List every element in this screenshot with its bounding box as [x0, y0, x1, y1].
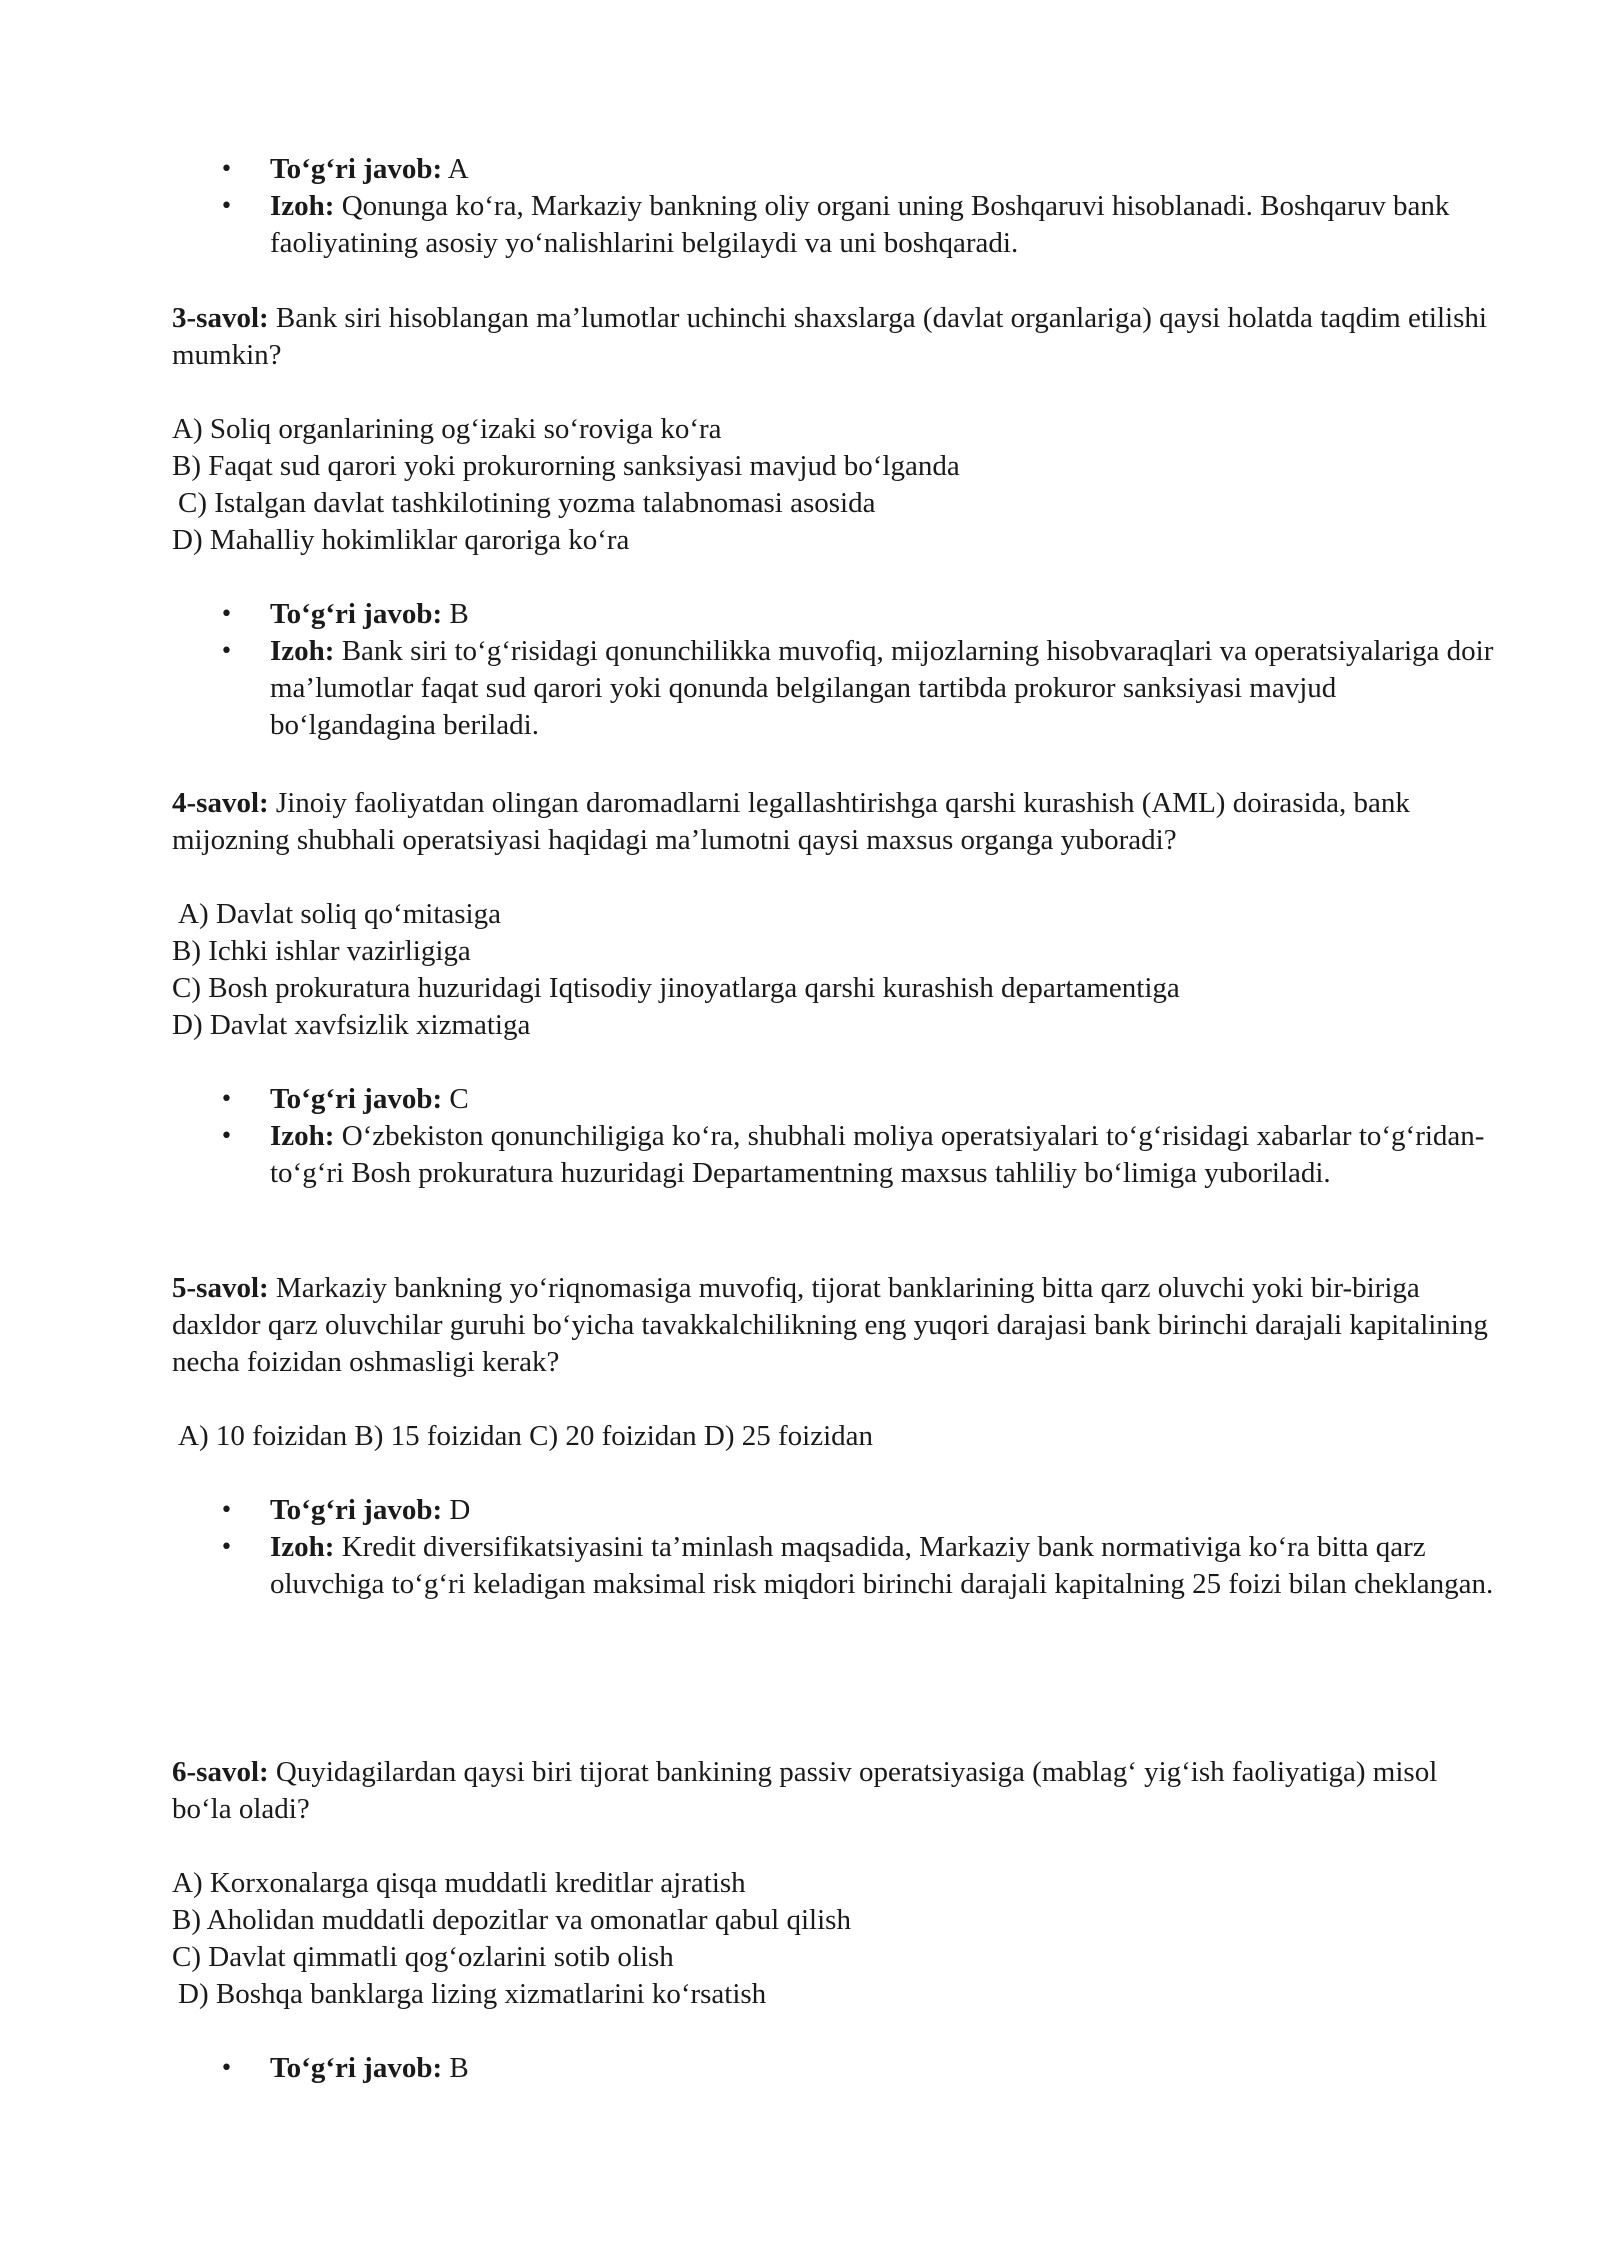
answer-label: To‘g‘ri javob:: [270, 153, 443, 185]
answer-item: [172, 151, 1502, 188]
q6-block: [172, 1754, 1502, 2087]
explanation-text: O‘zbekiston qonunchiligiga ko‘ra, shubhali moliya operatsiyalari to‘g‘risidagi xabarlar to‘g‘ridan-to‘g‘ri Bosh prokuratura huzuridagi Departamentning maxsus tahliliy bo‘limiga yuboriladi.: [270, 1120, 1485, 1189]
option-c: C) Bosh prokuratura huzuridagi Iqtisodiy jinoyatlarga qarshi kurashish departamentiga: [172, 972, 1180, 1004]
explanation-item: [172, 1529, 1502, 1603]
answer-value: B: [449, 598, 469, 630]
option-d: D) Davlat xavfsizlik xizmatiga: [172, 1009, 531, 1041]
question-label: 5-savol:: [172, 1272, 269, 1304]
question-label: 4-savol:: [172, 787, 269, 819]
explanation-item: [172, 188, 1502, 262]
answer-label: To‘g‘ri javob:: [270, 2052, 443, 2084]
options-line: A) 10 foizidan B) 15 foizidan C) 20 foizidan D) 25 foizidan: [178, 1420, 874, 1452]
q5-answer-list: [172, 1492, 1502, 1603]
option-a: A) Korxonalarga qisqa muddatli kreditlar ajratish: [172, 1867, 746, 1899]
option-d: D) Mahalliy hokimliklar qaroriga ko‘ra: [172, 524, 630, 556]
answer-value: D: [449, 1494, 471, 1526]
q6-answer-list: [172, 2050, 1502, 2087]
explanation-label: Izoh:: [270, 1531, 335, 1563]
question-text: 5-savol: Markaziy bankning yo‘riqnomasiga muvofiq, tijorat banklarining bitta qarz oluvchi yoki bir-biriga daxldor qarz oluvchilar guruhi bo‘yicha tavakkalchilikning eng yuqori darajasi bank birinchi darajali kapitalining necha foizidan oshmasligi kerak?: [172, 1272, 1488, 1378]
explanation-label: Izoh:: [270, 1120, 335, 1152]
answer-item: [172, 596, 1502, 633]
q5-block: [172, 1270, 1502, 1603]
q2-answer-block: [172, 151, 1502, 262]
answer-item: [172, 1081, 1502, 1118]
explanation-label: Izoh:: [270, 190, 335, 222]
answer-item: [172, 1492, 1502, 1529]
explanation-text: Qonunga ko‘ra, Markaziy bankning oliy organi uning Boshqaruvi hisoblanadi. Boshqaruv bank faoliyatining asosiy yo‘nalishlarini belgilaydi va uni boshqaradi.: [270, 190, 1450, 259]
answer-value: B: [449, 2052, 469, 2084]
answer-value: C: [449, 1083, 469, 1115]
question-label: 3-savol:: [172, 302, 269, 334]
explanation-item: [172, 633, 1502, 744]
option-b: B) Ichki ishlar vazirligiga: [172, 935, 471, 967]
explanation-label: Izoh:: [270, 635, 335, 667]
option-b: B) Faqat sud qarori yoki prokurorning sanksiyasi mavjud bo‘lganda: [172, 450, 960, 482]
explanation-text: Kredit diversifikatsiyasini ta’minlash maqsadida, Markaziy bank normativiga ko‘ra bitta qarz oluvchiga to‘g‘ri keladigan maksimal risk miqdori birinchi darajali kapitalning 25 foizi bilan cheklangan.: [270, 1531, 1494, 1600]
option-a: A) Davlat soliq qo‘mitasiga: [178, 898, 501, 930]
option-a: A) Soliq organlarining og‘izaki so‘roviga ko‘ra: [172, 413, 722, 445]
question-label: 6-savol:: [172, 1756, 269, 1788]
explanation-item: [172, 1118, 1502, 1192]
q3-answer-list: [172, 596, 1502, 744]
q3-block: [172, 300, 1502, 744]
answer-label: To‘g‘ri javob:: [270, 598, 443, 630]
q4-answer-list: [172, 1081, 1502, 1192]
answer-label: To‘g‘ri javob:: [270, 1083, 443, 1115]
option-b: B) Aholidan muddatli depozitlar va omonatlar qabul qilish: [172, 1904, 851, 1936]
q2-answer-list: [172, 151, 1502, 262]
q4-block: [172, 785, 1502, 1192]
option-d: D) Boshqa banklarga lizing xizmatlarini ko‘rsatish: [178, 1978, 767, 2010]
question-text: 6-savol: Quyidagilardan qaysi biri tijorat bankining passiv operatsiyasiga (mablag‘ yig‘ish faoliyatiga) misol bo‘la oladi?: [172, 1756, 1438, 1825]
option-c: C) Istalgan davlat tashkilotining yozma talabnomasi asosida: [178, 487, 876, 519]
question-text: 3-savol: Bank siri hisoblangan ma’lumotlar uchinchi shaxslarga (davlat organlariga) qaysi holatda taqdim etilishi mumkin?: [172, 302, 1487, 371]
explanation-text: Bank siri to‘g‘risidagi qonunchilikka muvofiq, mijozlarning hisobvaraqlari va operatsiyalariga doir ma’lumotlar faqat sud qarori yoki qonunda belgilangan tartibda prokuror sanksiyasi mavjud bo‘lgandagina beriladi.: [270, 635, 1494, 741]
option-c: C) Davlat qimmatli qog‘ozlarini sotib olish: [172, 1941, 674, 1973]
answer-value: A: [447, 153, 469, 185]
question-text: 4-savol: Jinoiy faoliyatdan olingan daromadlarni legallashtirishga qarshi kurashish (AML) doirasida, bank mijozning shubhali operatsiyasi haqidagi ma’lumotni qaysi maxsus organga yuboradi?: [172, 787, 1410, 856]
answer-item: [172, 2050, 1502, 2087]
answer-label: To‘g‘ri javob:: [270, 1494, 443, 1526]
